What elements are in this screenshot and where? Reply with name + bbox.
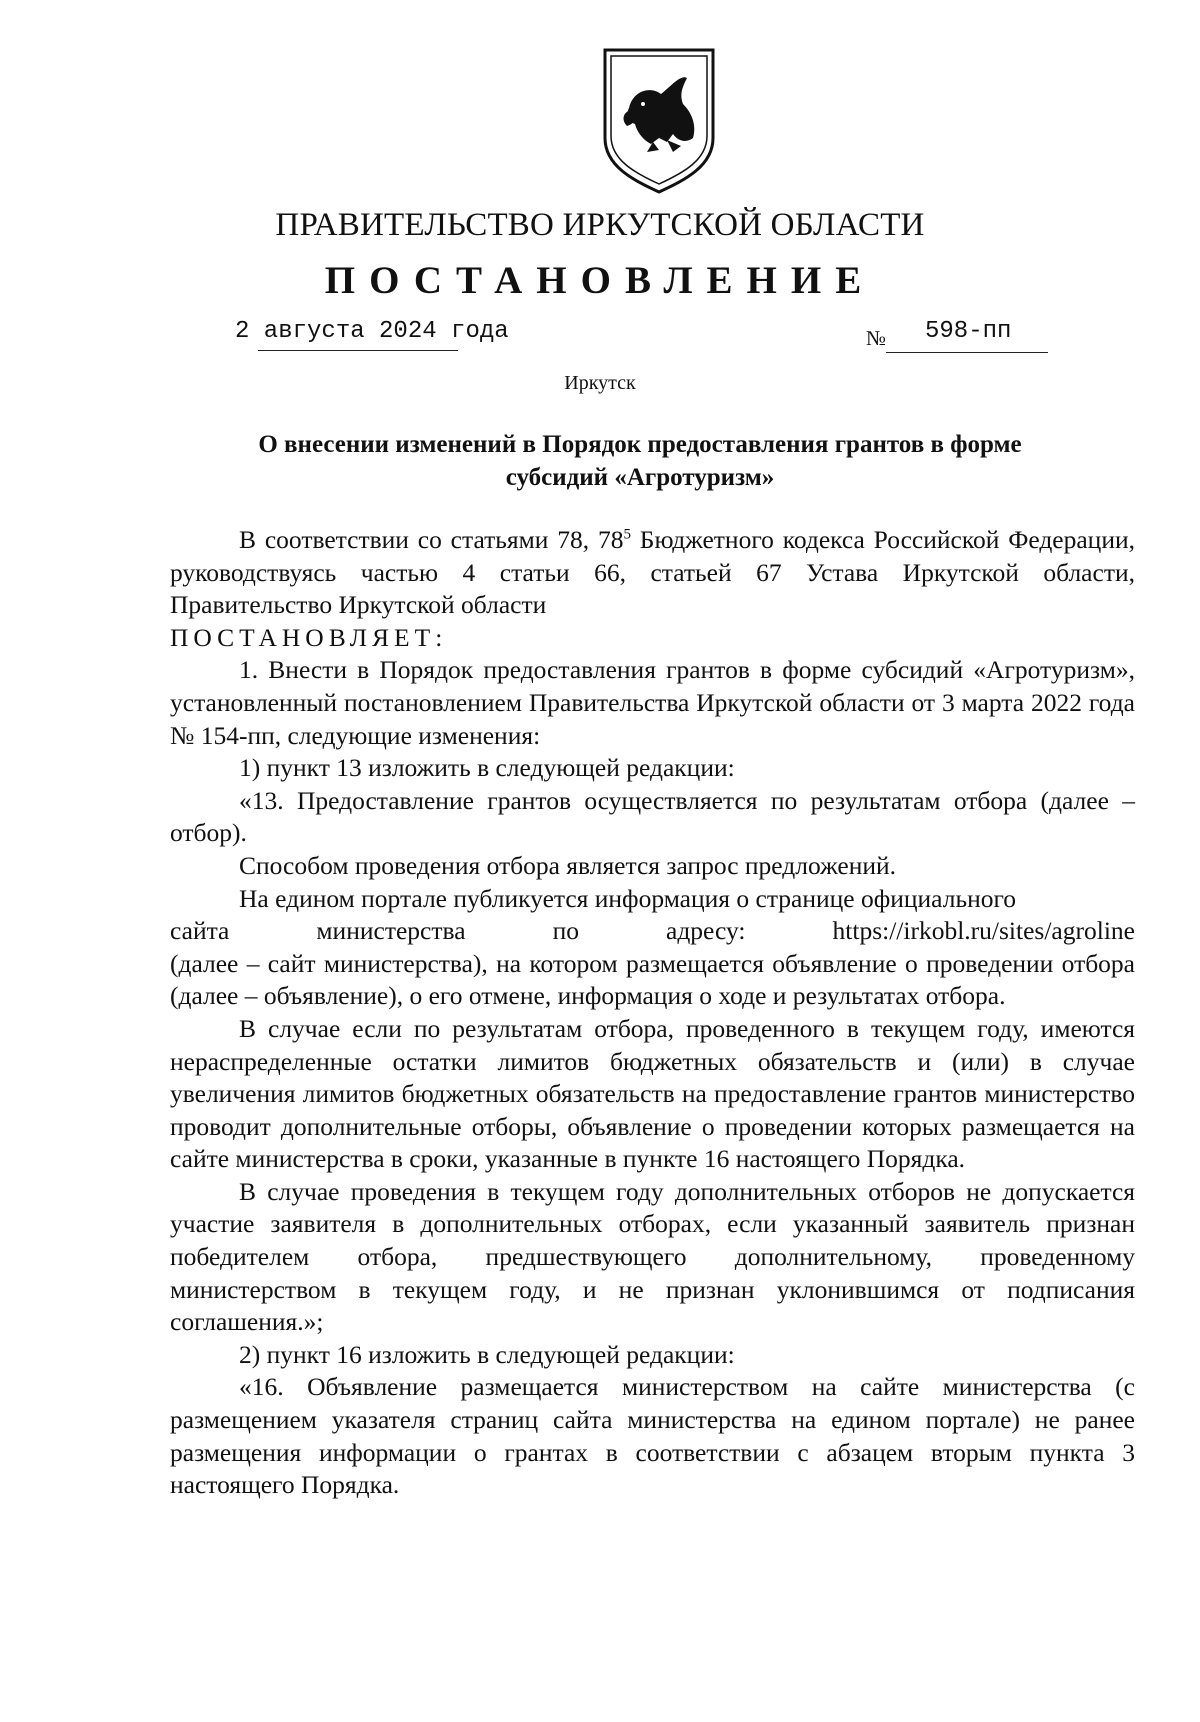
date-underline <box>258 350 458 351</box>
document-date: 2 августа 2024 года <box>235 318 509 345</box>
article-superscript: 5 <box>623 526 631 543</box>
url-word: сайта <box>170 916 230 946</box>
intro-text-a: В соответствии со статьями 78, 78 <box>239 525 624 554</box>
government-name: ПРАВИТЕЛЬСТВО ИРКУТСКОЙ ОБЛАСТИ <box>275 207 925 243</box>
coat-of-arms-emblem <box>601 46 717 196</box>
document-number: 598-пп <box>925 318 1012 345</box>
city: Иркутск <box>564 372 636 394</box>
item-1: 1. Внести в Порядок предоставления грантов в форме субсидий «Агротуризм», установленный постановлением Правительства Иркутской области от 3 марта 2022 года № 154-пп, следующие изменения: <box>170 655 1135 750</box>
paragraph-16: «16. Объявление размещается министерством на сайте министерства (с размещением указателя страниц сайта министерства на едином портале) не ранее размещения информации о грантах в соответствии с абзацем вторым пункта 3 настоящего Порядка. <box>170 1372 1135 1500</box>
paragraph-13-method: Способом проведения отбора является запрос предложений. <box>239 850 897 880</box>
subitem-1: 1) пункт 13 изложить в следующей редакции: <box>239 753 735 783</box>
number-sign: № <box>866 326 887 350</box>
number-underline <box>886 352 1048 353</box>
subject-line-2: субсидий «Агротуризм» <box>505 464 775 491</box>
document-subject <box>200 428 1080 494</box>
url-word: министерства <box>316 916 466 946</box>
paragraph-13-portal-a: На едином портале публикуется информация о странице официального <box>239 883 1017 913</box>
url-word: адресу: <box>666 916 746 946</box>
ministry-url: https://irkobl.ru/sites/agroline <box>832 916 1135 946</box>
intro-paragraph <box>170 524 1135 622</box>
resolves-heading: ПОСТАНОВЛЯЕТ: <box>170 622 448 652</box>
paragraph-13-portal-b: (далее – сайт министерства), на котором размещается объявление о проведении отбора (далее – объявление), о его отмене, информация о ходе и результатах отбора. <box>170 948 1135 1011</box>
portal-url-line <box>170 915 1135 948</box>
url-word: по <box>552 916 579 946</box>
paragraph-13-restriction: В случае проведения в текущем году дополнительных отборов не допускается участие заявителя в дополнительных отборах, если указанный заявитель признан победителем отбора, предшествующего дополнительному, проведенному министерством в текущем году, и не признан уклонившимся от подписания соглашения.»; <box>170 1176 1135 1337</box>
intro-text-b: Бюджетного кодекса Российской Федерации, руководствуясь частью 4 статьи 66, статьей 67 Устава Иркутской области, Правительство Иркутской области <box>170 525 1135 620</box>
subitem-2: 2) пункт 16 изложить в следующей редакции: <box>239 1339 735 1369</box>
paragraph-13-additional: В случае если по результатам отбора, проведенного в текущем году, имеются нераспределенные остатки лимитов бюджетных обязательств и (или) в случае увеличения лимитов бюджетных обязательств на предоставление грантов министерство проводит дополнительные отборы, объявление о проведении которых размещается на сайте министерства в сроки, указанные в пункте 16 настоящего Порядка. <box>170 1013 1135 1174</box>
subject-line-1: О внесении изменений в Порядок предоставления грантов в форме <box>258 431 1022 458</box>
document-type: ПОСТАНОВЛЕНИЕ <box>324 259 876 302</box>
paragraph-13: «13. Предоставление грантов осуществляется по результатам отбора (далее – отбор). <box>170 785 1135 848</box>
document-body <box>170 524 1135 1502</box>
